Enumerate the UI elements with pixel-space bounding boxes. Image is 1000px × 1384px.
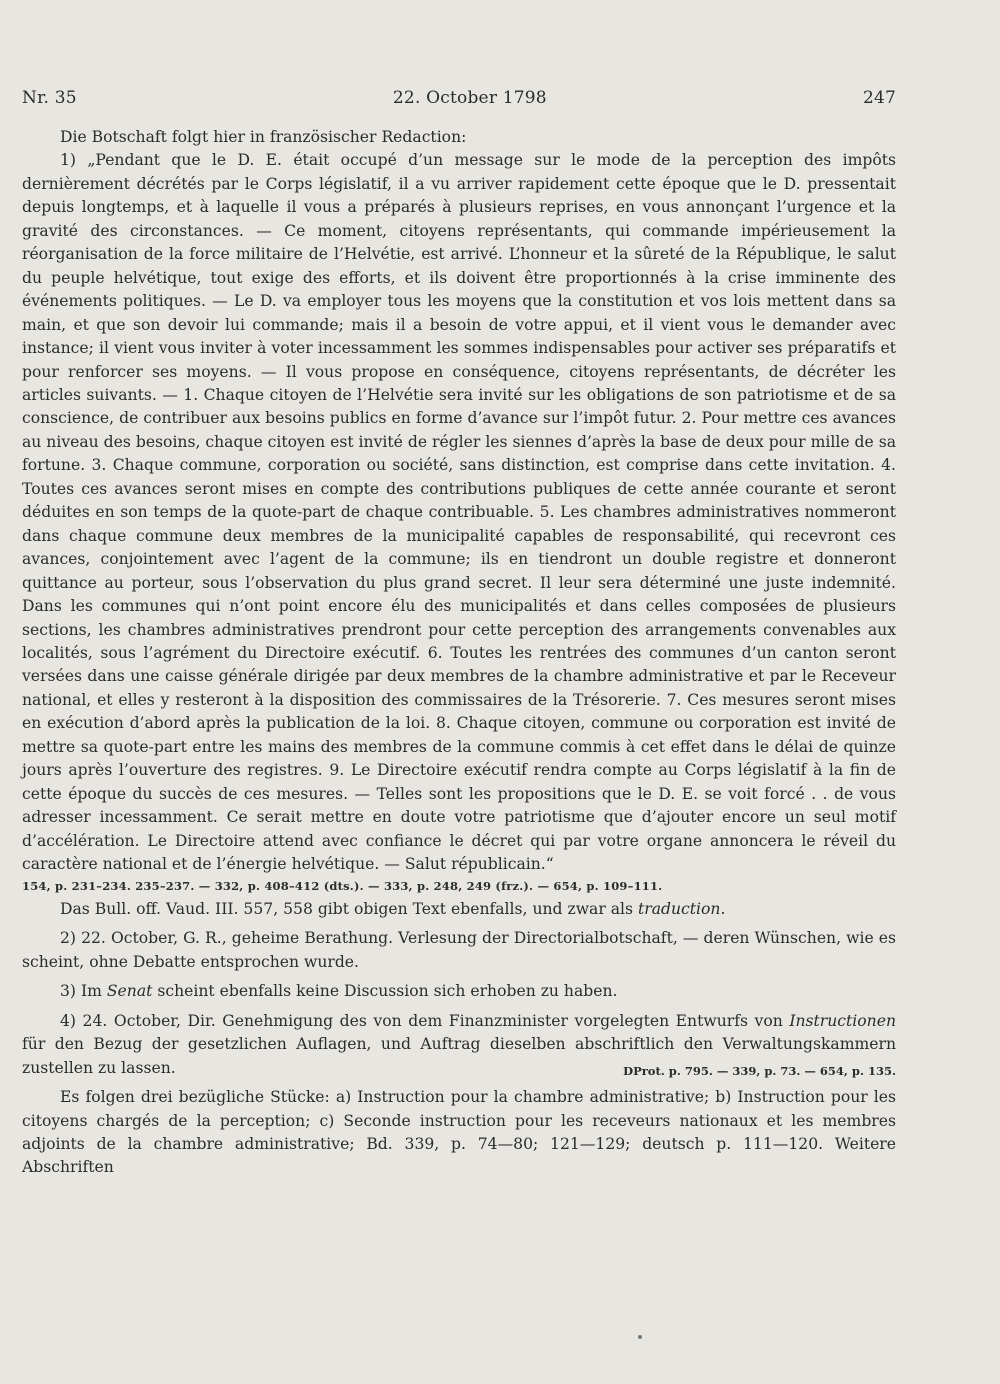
document-number: Nr. 35: [22, 88, 77, 108]
note-4: [22, 1010, 896, 1080]
note-5: Es folgen drei bezügliche Stücke: a) Instruction pour la chambre administrative; b) Instruction pour les citoyens chargés de la perception; c) Seconde instruction pour les receveurs nationaux et les membres adjoints de la chambre administrative; Bd. 339, p. 74—80; 121—129; deutsch p. 111—120. Weitere Abschriften: [22, 1088, 896, 1177]
note-3-post: scheint ebenfalls keine Discussion sich erhoben zu haben.: [152, 982, 618, 1001]
note-2: 2) 22. October, G. R., geheime Berathung. Verlesung der Directorialbotschaft, — deren Wünschen, wie es scheint, ohne Debatte entsprochen wurde.: [22, 929, 896, 971]
ink-dot: [638, 1335, 642, 1339]
note-4-post: für den Bezug der gesetzlichen Auflagen, und Auftrag dieselben abschriftlich den Verwaltungskammern zustellen zu lassen.: [22, 1035, 896, 1077]
note-4-emphasis: Instructionen: [789, 1011, 896, 1030]
bulletin-note-emphasis: traduction: [638, 899, 721, 918]
page-header: [22, 88, 896, 108]
note-4-reference: DProt. p. 795. — 339, p. 73. — 654, p. 135.: [623, 1063, 896, 1078]
note-4-pre: 4) 24. October, Dir. Genehmigung des von dem Finanzminister vorgelegten Entwurfs von: [60, 1011, 790, 1030]
note-3-pre: 3) Im: [60, 982, 107, 1001]
body-text: [22, 126, 896, 1180]
message-paragraph: 1) „Pendant que le D. E. était occupé d’un message sur le mode de la perception des impôts dernièrement décrétés par le Corps législatif, il a vu arriver rapidement cette époque que le D. pressentait depuis longtemps, et à laquelle il vous a préparés à plusieurs reprises, en vous annonçant l’urgence et la gravité des circonstances. — Ce moment, citoyens représentants, qui commande impérieusement la réorganisation de la force militaire de l’Helvétie, est arrivé. L’honneur et la sûreté de la République, le salut du peuple helvétique, tout exige des efforts, et ils doivent être proportionnés à la crise imminente des événements politiques. — Le D. va employer tous les moyens que la constitution et vos lois mettent dans sa main, et que son devoir lui commande; mais il a besoin de votre appui, et il vient vous le demander avec instance; il vient vous inviter à voter incessamment les sommes indispensables pour activer ses préparatifs et pour renforcer ses moyens. — Il vous propose en conséquence, citoyens représentants, de décréter les articles suivants. — 1. Chaque citoyen de l’Helvétie sera invité sur les obligations de son patriotisme et de sa conscience, de contribuer aux besoins publics en forme d’avance sur l’impôt futur. 2. Pour mettre ces avances au niveau des besoins, chaque citoyen est invité de régler les siennes d’après la base de deux pour mille de sa fortune. 3. Chaque commune, corporation ou société, sans distinction, est comprise dans cette invitation. 4. Toutes ces avances seront mises en compte des contributions publiques de cette année courante et seront déduites en son temps de la quote-part de chaque contribuable. 5. Les chambres administratives nommeront dans chaque commune deux membres de la municipalité capables de responsabilité, qui recevront ces avances, conjointement avec l’agent de la commune; ils en tiendront un double registre et donneront quittance au porteur, sous l’observation du plus grand secret. Il leur sera déterminé une juste indemnité. Dans les communes qui n’ont point encore élu des municipalités et dans celles composées de plusieurs sections, les chambres administratives prendront pour cette perception des arrangements convenables aux localités, sous l’agrément du Directoire exécutif. 6. Toutes les rentrées des communes d’un canton seront versées dans une caisse générale dirigée par deux membres de la chambre administrative et par le Receveur national, et elles y resteront à la disposition des commissaires de la Trésorerie. 7. Ces mesures seront mises en exécution d’abord après la publication de la loi. 8. Chaque citoyen, commune ou corporation est invité de mettre sa quote-part entre les mains des membres de la commune commis à cet effet dans le délai de quinze jours après l’ouverture des registres. 9. Le Directoire exécutif rendra compte au Corps législatif à la fin de cette époque du succès de ces mesures. — Telles sont les propositions que le D. E. se voit forcé . . de vous adresser incessamment. Ce serait mettre en doute votre patriotisme que d’ajouter encore un seul motif d’accélération. Le Directoire attend avec confiance le décret qui par votre organe annoncera le réveil du caractère national et de l’énergie helvétique. — Salut républicain.“: [22, 151, 896, 874]
page-number: 247: [862, 88, 896, 108]
note-3-emphasis: Senat: [106, 982, 153, 1001]
bulletin-note-end: .: [720, 899, 726, 918]
note-3: [22, 980, 896, 1003]
references-line: 154, p. 231–234. 235–237. — 332, p. 408–412 (dts.). — 333, p. 248, 249 (frz.). — 654, p. 109–111.: [22, 878, 663, 893]
intro-line: Die Botschaft folgt hier in französischer Redaction:: [60, 128, 467, 146]
header-date: 22. October 1798: [392, 88, 547, 108]
bulletin-note-text: Das Bull. off. Vaud. III. 557, 558 gibt obigen Text ebenfalls, und zwar als: [60, 899, 638, 918]
bulletin-note: [22, 898, 896, 921]
